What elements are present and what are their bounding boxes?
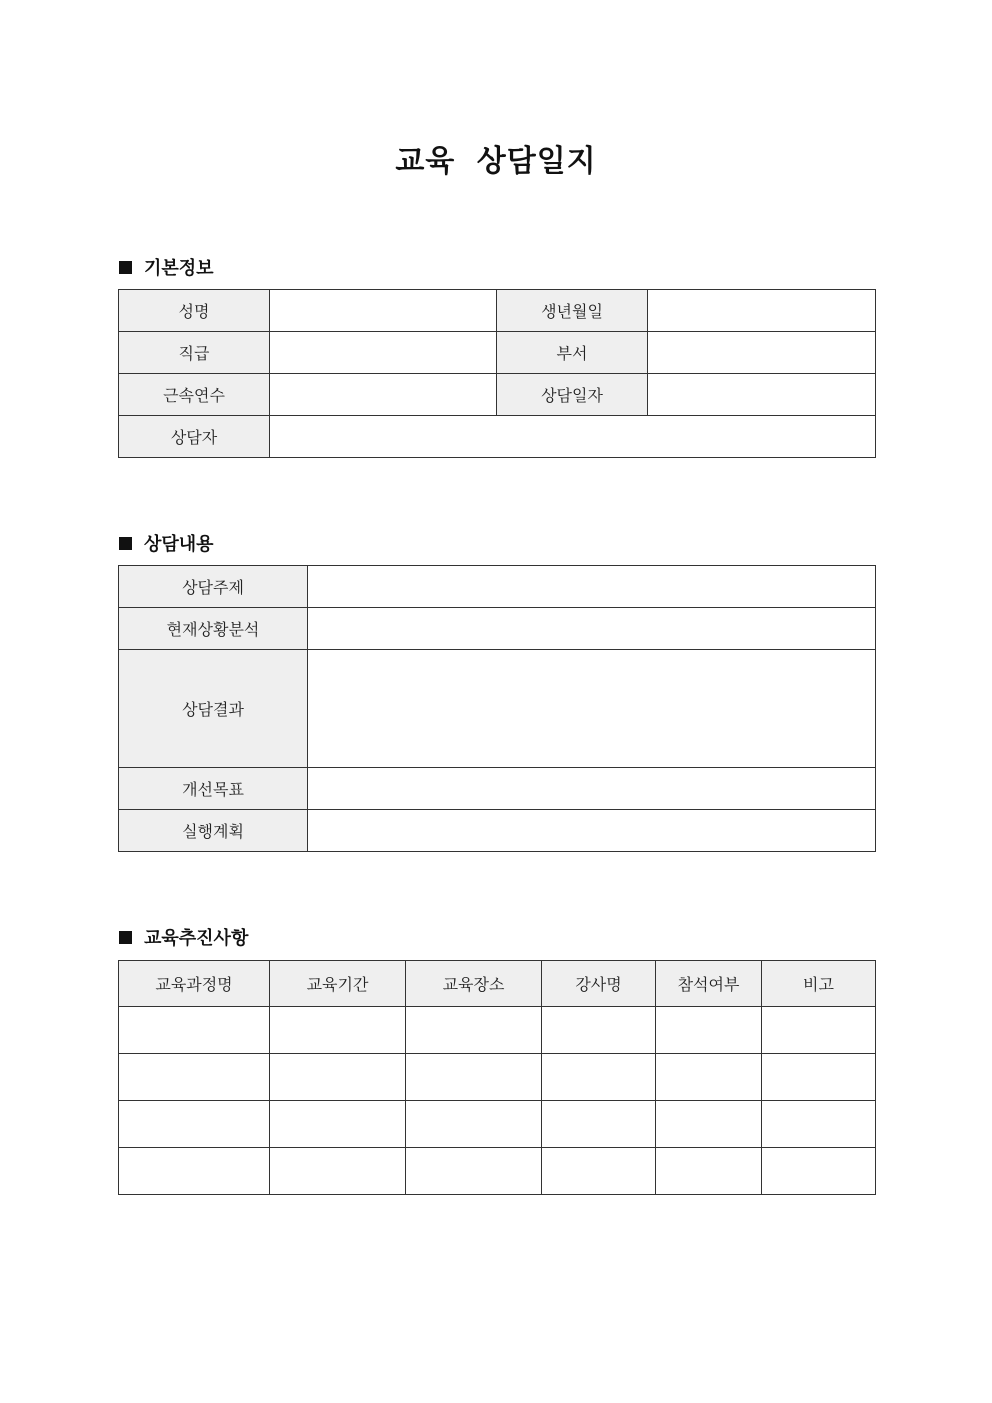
field-name[interactable] <box>270 290 497 332</box>
field-topic[interactable] <box>308 566 876 608</box>
label-dept: 부서 <box>497 332 648 374</box>
label-result: 상담결과 <box>119 650 308 768</box>
table-cell[interactable] <box>406 1148 542 1195</box>
column-header: 교육장소 <box>406 961 542 1007</box>
square-bullet-icon <box>119 537 132 550</box>
table-cell[interactable] <box>762 1148 876 1195</box>
table-row <box>119 290 876 332</box>
table-cell[interactable] <box>406 1007 542 1054</box>
table-cell[interactable] <box>656 1148 762 1195</box>
field-tenure[interactable] <box>270 374 497 416</box>
square-bullet-icon <box>119 931 132 944</box>
square-bullet-icon <box>119 261 132 274</box>
table-cell[interactable] <box>762 1054 876 1101</box>
table-row <box>119 1148 876 1195</box>
column-header: 비고 <box>762 961 876 1007</box>
label-topic: 상담주제 <box>119 566 308 608</box>
table-cell[interactable] <box>270 1054 406 1101</box>
table-cell[interactable] <box>270 1101 406 1148</box>
field-birth[interactable] <box>648 290 876 332</box>
table-cell[interactable] <box>119 1101 270 1148</box>
table-cell[interactable] <box>762 1007 876 1054</box>
field-goal[interactable] <box>308 768 876 810</box>
column-header: 교육기간 <box>270 961 406 1007</box>
table-row <box>119 1101 876 1148</box>
column-header: 강사명 <box>542 961 656 1007</box>
label-goal: 개선목표 <box>119 768 308 810</box>
table-row <box>119 566 876 608</box>
field-plan[interactable] <box>308 810 876 852</box>
field-date[interactable] <box>648 374 876 416</box>
label-name: 성명 <box>119 290 270 332</box>
label-tenure: 근속연수 <box>119 374 270 416</box>
section-heading-content <box>119 530 214 556</box>
label-counselor: 상담자 <box>119 416 270 458</box>
table-cell[interactable] <box>542 1054 656 1101</box>
section-heading-label: 교육추진사항 <box>144 928 249 949</box>
column-header: 교육과정명 <box>119 961 270 1007</box>
section-heading-training <box>119 924 248 950</box>
table-cell[interactable] <box>119 1007 270 1054</box>
counseling-content-table <box>118 565 876 852</box>
label-date: 상담일자 <box>497 374 648 416</box>
field-counselor[interactable] <box>270 416 876 458</box>
table-cell[interactable] <box>119 1148 270 1195</box>
field-analysis[interactable] <box>308 608 876 650</box>
training-table <box>118 960 876 1195</box>
table-cell[interactable] <box>406 1101 542 1148</box>
table-cell[interactable] <box>270 1148 406 1195</box>
table-cell[interactable] <box>542 1007 656 1054</box>
field-dept[interactable] <box>648 332 876 374</box>
table-cell[interactable] <box>656 1007 762 1054</box>
basic-info-table <box>118 289 876 458</box>
table-row <box>119 768 876 810</box>
table-cell[interactable] <box>119 1054 270 1101</box>
table-row <box>119 650 876 768</box>
table-header-row <box>119 961 876 1007</box>
label-birth: 생년월일 <box>497 290 648 332</box>
section-heading-label: 기본정보 <box>144 258 214 279</box>
field-rank[interactable] <box>270 332 497 374</box>
page-title: 교육 상담일지 <box>395 144 597 179</box>
table-cell[interactable] <box>656 1054 762 1101</box>
table-cell[interactable] <box>656 1101 762 1148</box>
section-heading-basic <box>119 254 214 280</box>
table-cell[interactable] <box>406 1054 542 1101</box>
table-row <box>119 332 876 374</box>
table-cell[interactable] <box>542 1101 656 1148</box>
column-header: 참석여부 <box>656 961 762 1007</box>
table-row <box>119 810 876 852</box>
label-plan: 실행계획 <box>119 810 308 852</box>
table-row <box>119 374 876 416</box>
table-row <box>119 1007 876 1054</box>
table-row <box>119 1054 876 1101</box>
section-heading-label: 상담내용 <box>144 534 214 555</box>
label-analysis: 현재상황분석 <box>119 608 308 650</box>
table-row <box>119 416 876 458</box>
table-cell[interactable] <box>762 1101 876 1148</box>
table-cell[interactable] <box>270 1007 406 1054</box>
label-rank: 직급 <box>119 332 270 374</box>
table-cell[interactable] <box>542 1148 656 1195</box>
field-result[interactable] <box>308 650 876 768</box>
table-row <box>119 608 876 650</box>
